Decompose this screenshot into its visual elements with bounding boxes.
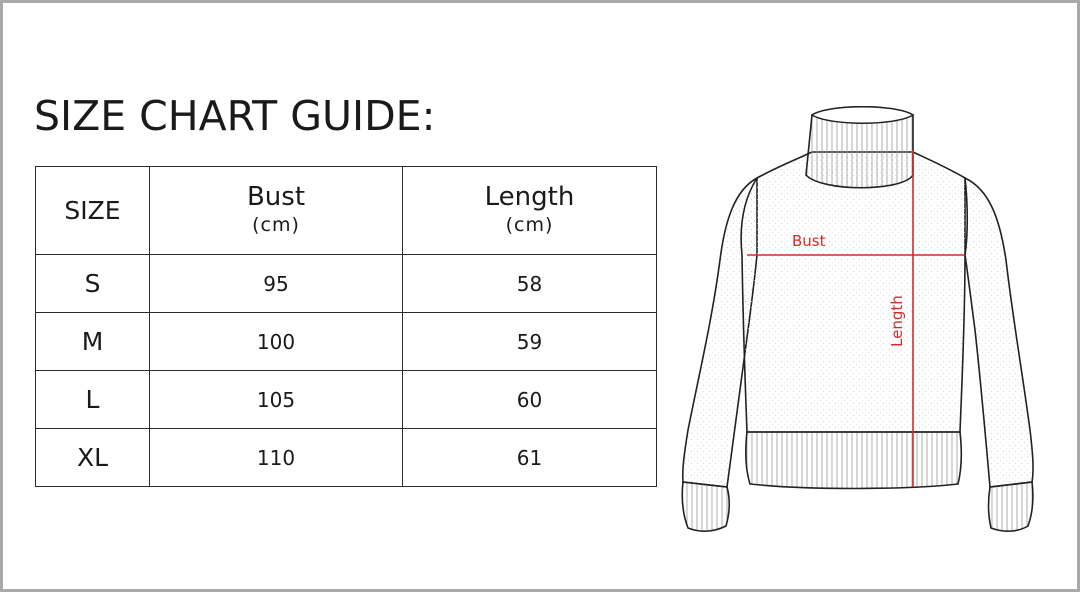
hem-ribbing xyxy=(746,432,962,489)
cell-length: 58 xyxy=(403,255,657,313)
size-chart-table xyxy=(35,166,657,487)
cell-bust: 100 xyxy=(150,313,403,371)
cell-length: 60 xyxy=(403,371,657,429)
header-bust-label: Bust xyxy=(246,182,306,213)
sweater-drawing xyxy=(660,95,1070,545)
table-header-row xyxy=(36,167,657,255)
page-title: SIZE CHART GUIDE: xyxy=(34,92,436,140)
cell-size: XL xyxy=(36,429,150,487)
table-row xyxy=(36,429,657,487)
table-row xyxy=(36,371,657,429)
header-size: SIZE xyxy=(36,167,150,255)
left-cuff xyxy=(682,482,729,531)
length-label: Length xyxy=(888,295,906,347)
cell-bust: 110 xyxy=(150,429,403,487)
header-bust-unit: (cm) xyxy=(252,214,300,237)
right-cuff xyxy=(989,482,1033,531)
cell-size: S xyxy=(36,255,150,313)
header-bust xyxy=(150,167,403,255)
collar-opening xyxy=(812,107,913,124)
header-length-label: Length xyxy=(484,182,575,213)
header-length-unit: (cm) xyxy=(505,214,554,237)
bust-label: Bust xyxy=(792,232,826,250)
table-row xyxy=(36,313,657,371)
cell-bust: 105 xyxy=(150,371,403,429)
cell-bust: 95 xyxy=(150,255,403,313)
sweater-body xyxy=(741,152,967,432)
right-sleeve xyxy=(965,178,1033,487)
cell-size: L xyxy=(36,371,150,429)
table-row xyxy=(36,255,657,313)
cell-length: 59 xyxy=(403,313,657,371)
sweater-illustration xyxy=(660,95,1070,545)
header-length xyxy=(403,167,657,255)
cell-size: M xyxy=(36,313,150,371)
cell-length: 61 xyxy=(403,429,657,487)
